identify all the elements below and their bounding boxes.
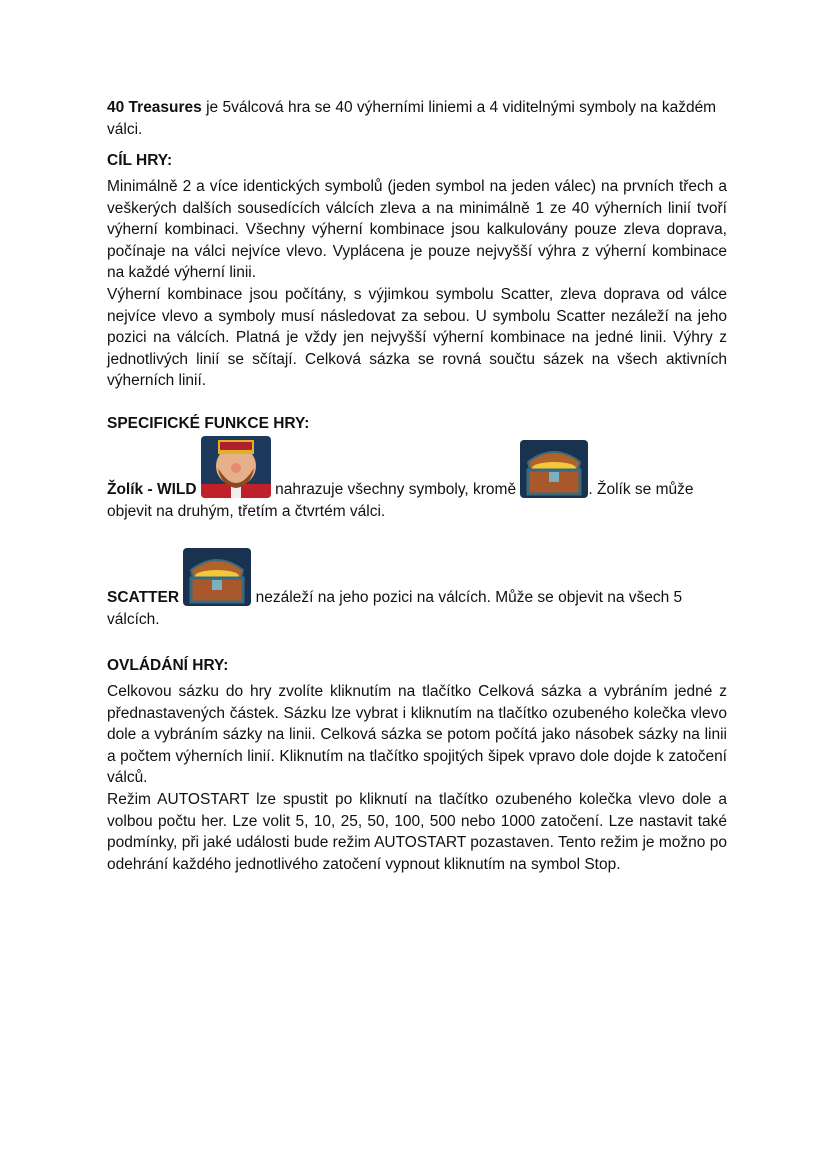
scatter-text: nezáleží na jeho pozici na válcích. Může se objevit na všech 5 bbox=[251, 589, 683, 606]
intro-text: je 5válcová hra se 40 výherními liniemi a 4 viditelnými symboly na každém válci. bbox=[107, 99, 717, 138]
wild-text: nahrazuje všechny symboly, kromě bbox=[270, 481, 521, 498]
scatter-chest-image bbox=[183, 548, 251, 606]
scatter-line-2: válcích. bbox=[107, 610, 160, 628]
scatter-chest-symbol-image bbox=[520, 440, 588, 498]
game-title: 40 Treasures bbox=[107, 99, 202, 116]
wild-king-symbol-image bbox=[201, 436, 271, 498]
wild-line-2: objevit na druhým, třetím a čtvrtém válci. bbox=[107, 502, 386, 520]
features-heading: SPECIFICKÉ FUNKCE HRY: bbox=[107, 415, 310, 432]
scatter-label: SCATTER bbox=[107, 589, 180, 606]
scatter-line bbox=[107, 548, 727, 609]
controls-paragraph-1: Celkovou sázku do hry zvolíte kliknutím na tlačítko Celková sázka a vybráním jedné z přednastavených částek. Sázku lze vybrat i kliknutím na tlačítko ozubeného kolečka vlevo dole a vybráním sázky na linii. Celková sázka se potom počítá jako násobek sázky na linii a počtem výherních linií. Kliknutím na tlačítko spojitých šipek vpravo dole dojde k zatočení válců. bbox=[107, 683, 727, 786]
controls-heading: OVLÁDÁNÍ HRY: bbox=[107, 657, 229, 674]
intro-paragraph bbox=[107, 97, 727, 140]
goal-paragraph-2: Výherní kombinace jsou počítány, s výjimkou symbolu Scatter, zleva doprava od válce nejvíce vlevo a symboly musí následovat za sebou. U symbolu Scatter nezáleží na jeho pozici na válcích. Platná je vždy jen nejvyšší výherní kombinace na jedné linii. Výhry z jednotlivých linií se sčítají. Celková sázka se rovná součtu sázek na všech aktivních výherních linií. bbox=[107, 286, 727, 389]
controls-paragraph-2: Režim AUTOSTART lze spustit po kliknutí na tlačítko ozubeného kolečka vlevo dole a volbou počtu her. Lze volit 5, 10, 25, 50, 100, 500 nebo 1000 zatočení. Lze nastavit také podmínky, při jaké události bude režim AUTOSTART pozastaven. Tento režim je možno po odehrání každého jednotlivého zatočení vypnout kliknutím na symbol Stop. bbox=[107, 791, 727, 873]
wild-text-2: . Žolík se může bbox=[588, 481, 694, 498]
wild-label: Žolík - WILD bbox=[107, 481, 197, 498]
wild-section bbox=[107, 436, 727, 522]
wild-line bbox=[107, 436, 727, 501]
goal-paragraph-1: Minimálně 2 a více identických symbolů (jeden symbol na jeden válec) na prvních třech a veškerých dalších sousedících válcích zleva a na minimálně 1 ze 40 výherních linií tvoří výherní kombinaci. Všechny výherní kombinace jsou kalkulovány pouze zleva doprava, počínaje na válci nejvíce vlevo. Vyplácena je pouze nejvyšší výhra z výherní kombinace na každé výherní linii. bbox=[107, 178, 727, 281]
goal-heading: CÍL HRY: bbox=[107, 152, 173, 169]
scatter-section bbox=[107, 548, 727, 630]
